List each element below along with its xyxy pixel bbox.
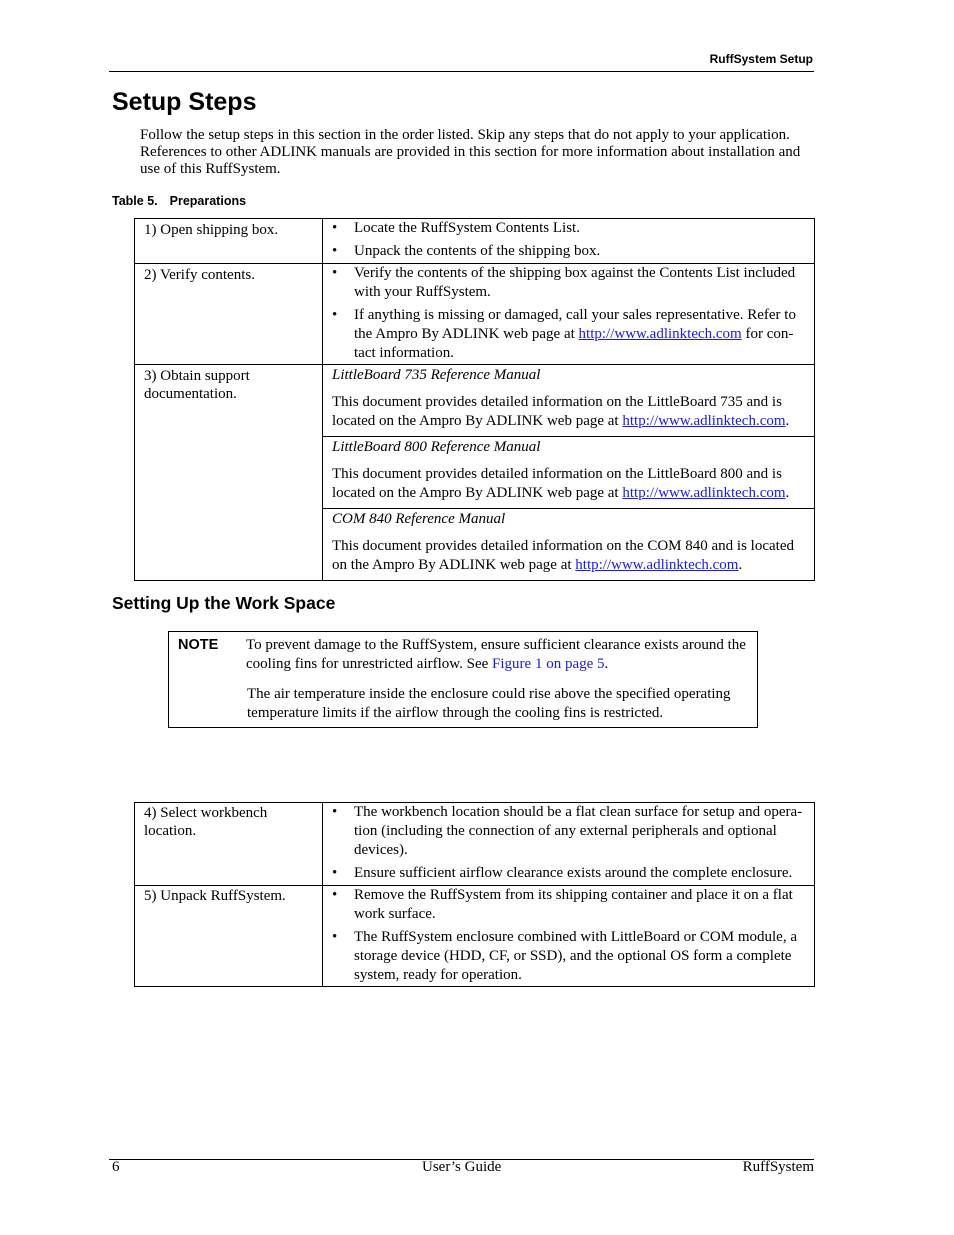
section-heading: Setting Up the Work Space: [112, 593, 336, 613]
table-row: [135, 365, 815, 581]
doc-title: LittleBoard 800 Reference Manual: [332, 439, 541, 455]
step-cell: 5) Unpack RuffSystem.: [135, 886, 323, 987]
step-cell: 1) Open shipping box.: [135, 219, 323, 264]
step-cell: 4) Select workbench location.: [135, 803, 323, 886]
list-item: • The workbench location should be a flat clean surface for setup and opera-tion (including the connection of any external peripherals and optional devices).: [332, 804, 803, 858]
desc-cell: [323, 886, 815, 987]
doc-block: [323, 365, 814, 436]
step-cell: 2) Verify contents.: [135, 264, 323, 365]
doc-description: This document provides detailed information on the COM 840 and is located on the Ampro By ADLINK web page at http://www.adlinktech.com.: [332, 538, 794, 573]
doc-description: This document provides detailed information on the LittleBoard 800 and is located on the Ampro By ADLINK web page at http://www.adlinktech.com.: [332, 466, 790, 501]
note-box: [168, 631, 758, 728]
table-caption: [112, 194, 246, 208]
table-caption-number: Table 5.: [112, 194, 158, 208]
list-item: • If anything is missing or damaged, call your sales representative. Refer to the Ampro By ADLINK web page at http://www.adlinktech.com for con-tact information.: [332, 307, 796, 361]
step-cell: 3) Obtain support documentation.: [135, 365, 323, 581]
list-item: • Unpack the contents of the shipping box.: [332, 243, 601, 259]
page-number: 6: [112, 1159, 120, 1175]
bullet-icon: •: [332, 265, 338, 281]
bullet-icon: •: [332, 887, 338, 903]
footer-right-text: RuffSystem: [742, 1159, 814, 1175]
desc-cell: [323, 365, 815, 581]
doc-block: [323, 436, 814, 508]
list-item: • The RuffSystem enclosure combined with LittleBoard or COM module, a storage device (HDD, CF, or SSD), and the optional OS form a complete system, ready for operation.: [332, 929, 797, 983]
table-caption-label: Preparations: [169, 194, 247, 208]
doc-title: LittleBoard 735 Reference Manual: [332, 367, 541, 383]
table-row: [135, 886, 815, 987]
bullet-icon: •: [332, 865, 338, 881]
desc-cell: [323, 219, 815, 264]
bullet-icon: •: [332, 804, 338, 820]
page-title: Setup Steps: [112, 88, 257, 116]
bullet-icon: •: [332, 243, 338, 259]
desc-cell: [323, 803, 815, 886]
running-header: RuffSystem Setup: [709, 52, 813, 66]
table-row: [135, 803, 815, 886]
adlink-web-link[interactable]: http://www.adlinktech.com: [575, 557, 739, 573]
list-item: • Verify the contents of the shipping box against the Contents List included with your RuffSystem.: [332, 265, 796, 300]
doc-block: [323, 508, 814, 580]
adlink-web-link[interactable]: http://www.adlinktech.com: [578, 326, 742, 342]
table-row: [135, 219, 815, 264]
bullet-icon: •: [332, 220, 338, 236]
list-item: • Ensure sufficient airflow clearance exists around the complete enclosure.: [332, 865, 793, 881]
desc-cell: [323, 264, 815, 365]
note-paragraph: The air temperature inside the enclosure could rise above the specified operating temperature limits if the airflow through the cooling fins is restricted.: [247, 686, 731, 721]
doc-description: This document provides detailed information on the LittleBoard 735 and is located on the Ampro By ADLINK web page at http://www.adlinktech.com.: [332, 394, 790, 429]
note-label: NOTE: [178, 637, 219, 653]
list-item: • Locate the RuffSystem Contents List.: [332, 220, 580, 236]
doc-title: COM 840 Reference Manual: [332, 511, 506, 527]
figure-cross-reference[interactable]: Figure 1 on page 5: [492, 655, 605, 672]
workspace-table: [134, 802, 815, 987]
bullet-icon: •: [332, 307, 338, 323]
note-paragraph: To prevent damage to the RuffSystem, ensure sufficient clearance exists around the cooling fins for unrestricted airflow. See Figure 1 on page 5.: [246, 637, 746, 672]
footer-center-text: User’s Guide: [422, 1159, 502, 1175]
table-row: [135, 264, 815, 365]
bullet-icon: •: [332, 929, 338, 945]
preparations-table: [134, 218, 815, 581]
adlink-web-link[interactable]: http://www.adlinktech.com: [622, 413, 786, 429]
adlink-web-link[interactable]: http://www.adlinktech.com: [622, 485, 786, 501]
intro-paragraph: Follow the setup steps in this section in the order listed. Skip any steps that do not apply to your application. References to other ADLINK manuals are provided in this section for more information about installation and use of this RuffSystem.: [140, 127, 801, 177]
header-rule: [109, 71, 814, 72]
list-item: • Remove the RuffSystem from its shipping container and place it on a flat work surface.: [332, 887, 793, 922]
